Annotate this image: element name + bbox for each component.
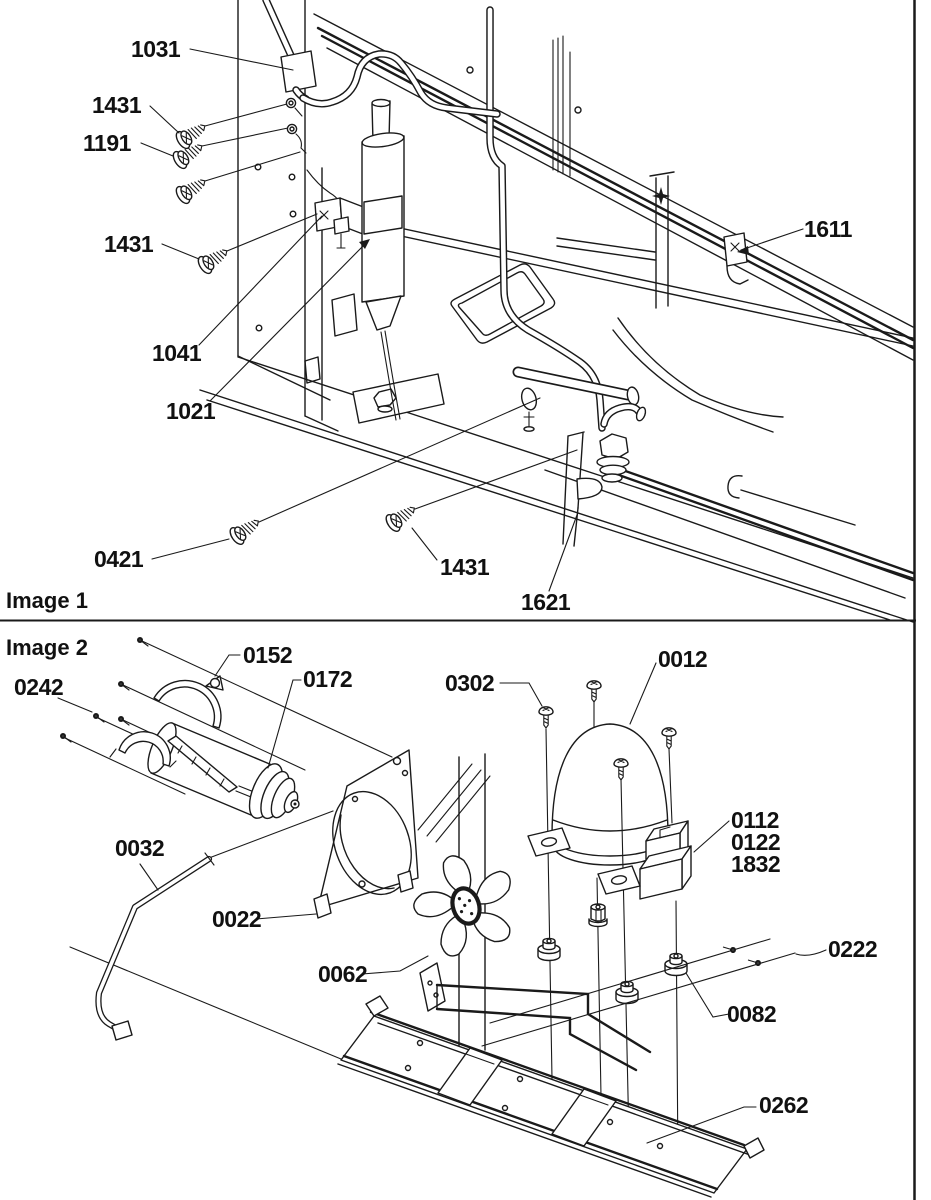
image2-drawing (6, 635, 877, 1197)
part-label-0302: 0302 (445, 670, 495, 696)
part-label-0022: 0022 (212, 906, 262, 932)
part-label-0421: 0421 (94, 546, 144, 572)
image1-caption: Image 1 (6, 588, 88, 613)
part-label-1621: 1621 (521, 589, 571, 615)
image1-drawing (6, 0, 913, 622)
part-label-0262: 0262 (759, 1092, 809, 1118)
part-label-0242: 0242 (14, 674, 64, 700)
part-label-0112: 0112 (731, 807, 779, 833)
part-label-0082: 0082 (727, 1001, 777, 1027)
wire-shield-rod (98, 853, 214, 1040)
fan-blade (400, 840, 533, 971)
part-label-1031: 1031 (131, 36, 181, 62)
part-label-1611: 1611 (804, 216, 852, 242)
base-rail (341, 1016, 747, 1193)
part-label-1191: 1191 (83, 130, 131, 156)
tube-clamp-bracket-1621 (563, 432, 602, 546)
fan-motor-assembly (110, 676, 300, 823)
part-label-1041: 1041 (152, 340, 202, 366)
image2-caption: Image 2 (6, 635, 88, 660)
part-label-1431-b: 1431 (104, 231, 154, 257)
drier-filter (361, 100, 404, 421)
part-label-0062: 0062 (318, 961, 368, 987)
part-label-0172: 0172 (303, 666, 353, 692)
part-label-1832: 1832 (731, 851, 781, 877)
mounting-bracket-1041 (307, 170, 368, 248)
part-label-1021: 1021 (166, 398, 216, 424)
inlet-tube-and-clamp (266, 0, 497, 114)
part-label-1431-a: 1431 (92, 92, 142, 118)
part-label-1431-c: 1431 (440, 554, 490, 580)
part-label-0222: 0222 (828, 936, 878, 962)
part-label-0012: 0012 (658, 646, 708, 672)
capillary-tubes (467, 36, 581, 176)
part-label-0152: 0152 (243, 642, 293, 668)
part-label-0122: 0122 (731, 829, 781, 855)
part-label-0032: 0032 (115, 835, 165, 861)
suction-tube (490, 10, 647, 482)
tube-clip-1611 (724, 233, 748, 284)
